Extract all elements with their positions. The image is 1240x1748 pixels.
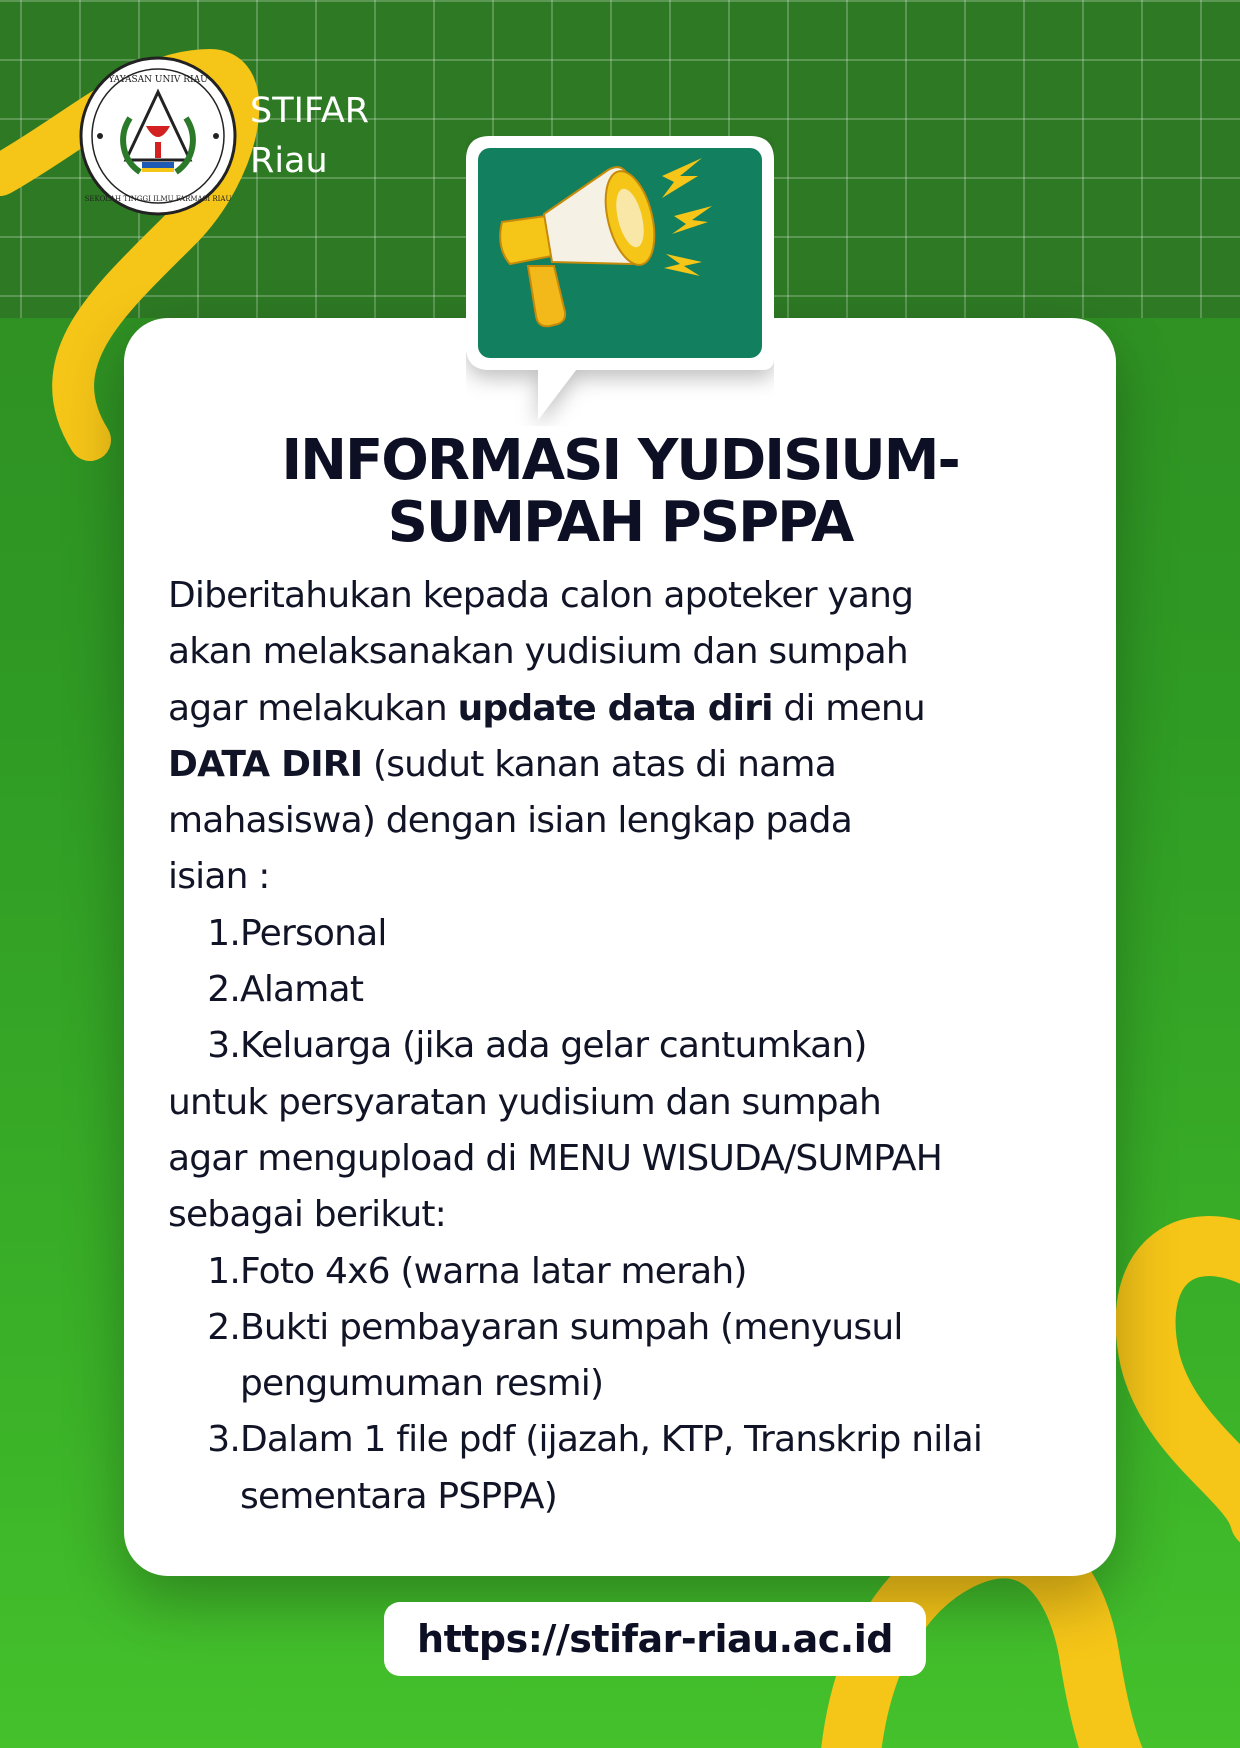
logo-top-text: YAYASAN UNIV RIAU <box>108 75 208 85</box>
list-number: 3. <box>207 1025 240 1067</box>
list-item <box>168 1300 1088 1356</box>
brand-line1: STIFAR <box>250 91 370 131</box>
website-link[interactable] <box>384 1602 926 1676</box>
website-url[interactable]: https://stifar-riau.ac.id <box>417 1617 893 1661</box>
announcement-body <box>168 568 1088 1525</box>
title-line1: INFORMASI YUDISIUM- <box>281 428 959 493</box>
logo-bottom-text: SEKOLAH TINGGI ILMU FARMASI RIAU <box>84 195 232 203</box>
brand-name <box>250 86 369 186</box>
list-text: Personal <box>240 912 387 954</box>
list-number: 1. <box>207 1250 240 1292</box>
list-number: 2. <box>207 1306 240 1348</box>
list-text: Keluarga (jika ada gelar cantumkan) <box>240 1025 867 1067</box>
body-line <box>168 737 1088 793</box>
body-line: akan melaksanakan yudisium dan sumpah <box>168 631 908 673</box>
body-text: di menu <box>772 687 925 729</box>
body-line: sebagai berikut: <box>168 1194 446 1236</box>
list-item <box>168 1412 1088 1468</box>
list-text: Bukti pembayaran sumpah (menyusul <box>240 1306 903 1348</box>
body-line: Diberitahukan kepada calon apoteker yang <box>168 575 914 616</box>
body-text: (sudut kanan atas di nama <box>362 743 836 785</box>
list-item <box>168 906 1088 962</box>
list-item-continuation <box>168 1356 1088 1412</box>
list-text: Dalam 1 file pdf (ijazah, KTP, Transkrip nilai <box>240 1419 983 1461</box>
list-number: 3. <box>207 1419 240 1461</box>
page-title <box>124 430 1116 554</box>
emphasis-data-diri: DATA DIRI <box>168 743 363 785</box>
title-line2: SUMPAH PSPPA <box>387 490 853 555</box>
body-line: agar mengupload di MENU WISUDA/SUMPAH <box>168 1137 943 1179</box>
list-item <box>168 962 1088 1018</box>
list-number: 2. <box>207 969 240 1011</box>
list-item-continuation <box>168 1469 1088 1525</box>
body-text: agar melakukan <box>168 687 458 729</box>
list-item <box>168 1244 1088 1300</box>
list-text: Foto 4x6 (warna latar merah) <box>240 1250 747 1292</box>
list-text: Alamat <box>240 969 364 1011</box>
list-text: sementara PSPPA) <box>240 1475 557 1517</box>
megaphone-icon <box>466 136 774 426</box>
emphasis-update-data-diri: update data diri <box>457 687 773 729</box>
list-text: pengumuman resmi) <box>240 1363 604 1405</box>
body-line: untuk persyaratan yudisium dan sumpah <box>168 1081 882 1123</box>
brand-header <box>78 56 369 216</box>
brand-line2: Riau <box>250 141 328 181</box>
body-line: mahasiswa) dengan isian lengkap pada <box>168 800 852 842</box>
body-line: isian : <box>168 856 270 898</box>
body-line <box>168 681 1088 737</box>
list-item <box>168 1018 1088 1074</box>
list-number: 1. <box>207 912 240 954</box>
stifar-riau-logo <box>78 56 238 216</box>
